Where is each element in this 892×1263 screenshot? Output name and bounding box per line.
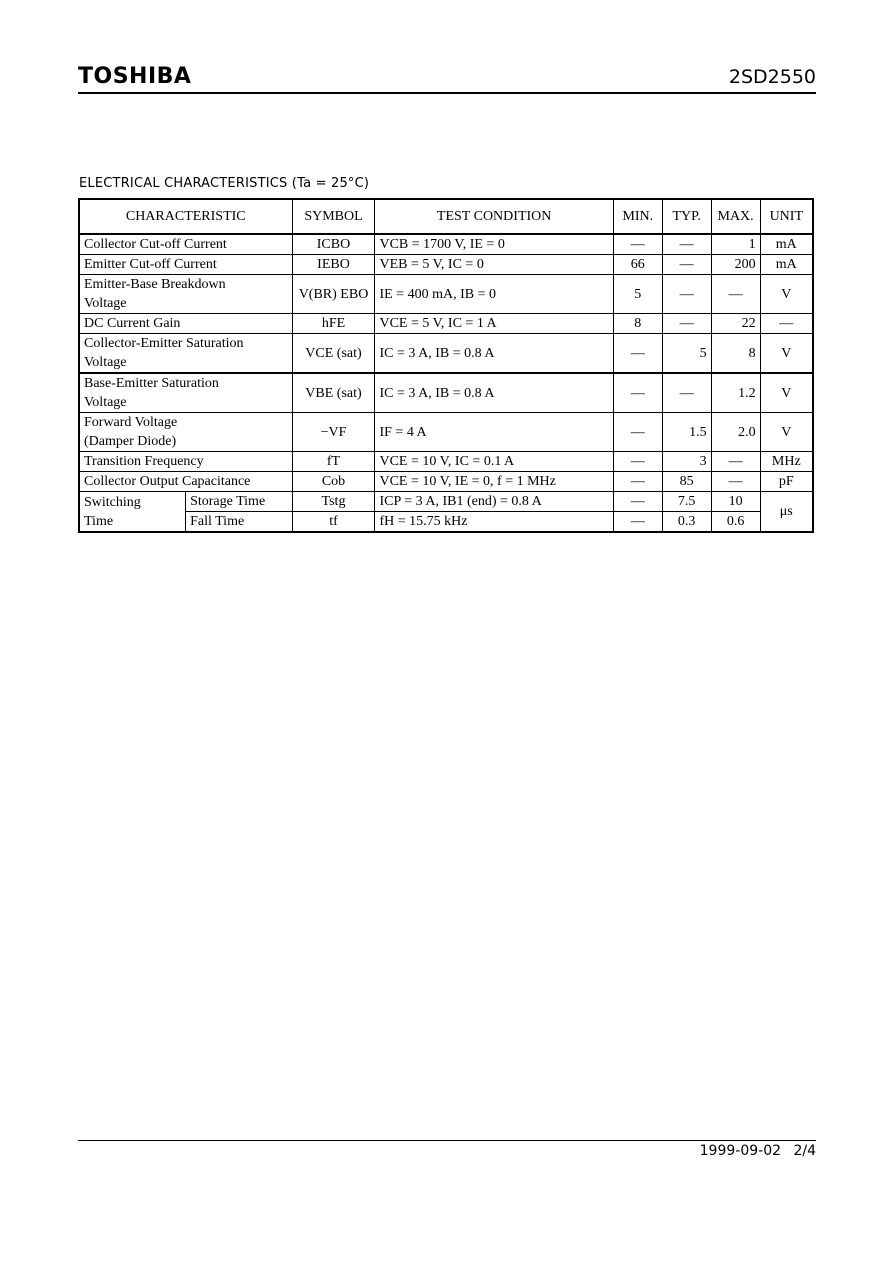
unit-cell: V xyxy=(760,334,813,374)
symbol-cell: fT xyxy=(292,452,375,472)
typ-cell: — xyxy=(662,275,711,314)
typ-cell: — xyxy=(662,234,711,255)
unit-cell: mA xyxy=(760,234,813,255)
min-cell: — xyxy=(613,334,662,374)
table-row xyxy=(79,334,813,374)
footer-text xyxy=(700,1143,816,1159)
typ-cell: 0.3 xyxy=(662,512,711,533)
header-characteristic: CHARACTERISTIC xyxy=(79,199,292,234)
max-cell: 0.6 xyxy=(711,512,760,533)
characteristic-cell: Fall Time xyxy=(186,512,292,533)
min-cell: — xyxy=(613,472,662,492)
characteristic-cell: DC Current Gain xyxy=(79,314,292,334)
condition-cell: IF = 4 A xyxy=(375,413,613,452)
characteristic-line: Emitter-Base Breakdown xyxy=(84,277,226,292)
characteristic-line: Collector-Emitter Saturation xyxy=(84,336,244,351)
characteristic-cell xyxy=(79,373,292,413)
condition-cell: VEB = 5 V, IC = 0 xyxy=(375,255,613,275)
characteristic-cell xyxy=(79,275,292,314)
unit-cell: V xyxy=(760,275,813,314)
characteristic-cell: Collector Output Capacitance xyxy=(79,472,292,492)
condition-cell: IE = 400 mA, IB = 0 xyxy=(375,275,613,314)
max-cell: 2.0 xyxy=(711,413,760,452)
condition-cell: IC = 3 A, IB = 0.8 A xyxy=(375,373,613,413)
electrical-characteristics-table xyxy=(78,198,814,533)
unit-cell: pF xyxy=(760,472,813,492)
min-cell: — xyxy=(613,492,662,512)
condition-cell: IC = 3 A, IB = 0.8 A xyxy=(375,334,613,374)
condition-cell: VCE = 10 V, IE = 0, f = 1 MHz xyxy=(375,472,613,492)
characteristic-line: (Damper Diode) xyxy=(84,434,177,449)
header-min: MIN. xyxy=(613,199,662,234)
typ-cell: 3 xyxy=(662,452,711,472)
page-footer xyxy=(78,1140,816,1159)
unit-cell: MHz xyxy=(760,452,813,472)
max-cell: — xyxy=(711,452,760,472)
min-cell: — xyxy=(613,452,662,472)
min-cell: — xyxy=(613,234,662,255)
characteristic-cell: Emitter Cut-off Current xyxy=(79,255,292,275)
characteristic-line: Forward Voltage xyxy=(84,415,178,430)
page-header xyxy=(78,62,816,94)
table-row xyxy=(79,492,813,512)
min-cell: 8 xyxy=(613,314,662,334)
table-header-row xyxy=(79,199,813,234)
max-cell: 200 xyxy=(711,255,760,275)
characteristic-cell: Storage Time xyxy=(186,492,292,512)
condition-cell: VCB = 1700 V, IE = 0 xyxy=(375,234,613,255)
table-row xyxy=(79,413,813,452)
typ-cell: — xyxy=(662,373,711,413)
table-row xyxy=(79,275,813,314)
header-typ: TYP. xyxy=(662,199,711,234)
characteristic-line: Voltage xyxy=(84,355,127,370)
footer-date: 1999-09-02 xyxy=(699,1143,782,1159)
typ-cell: 7.5 xyxy=(662,492,711,512)
condition-cell: VCE = 10 V, IC = 0.1 A xyxy=(375,452,613,472)
max-cell: 22 xyxy=(711,314,760,334)
unit-cell: V xyxy=(760,373,813,413)
typ-cell: 5 xyxy=(662,334,711,374)
max-cell: 1 xyxy=(711,234,760,255)
table-row xyxy=(79,452,813,472)
part-number: 2SD2550 xyxy=(728,66,816,88)
characteristic-cell: Collector Cut-off Current xyxy=(79,234,292,255)
characteristic-line: Voltage xyxy=(84,296,127,311)
header-test-condition: TEST CONDITION xyxy=(375,199,613,234)
characteristic-cell xyxy=(79,413,292,452)
characteristic-cell xyxy=(79,334,292,374)
header-symbol: SYMBOL xyxy=(292,199,375,234)
condition-cell: ICP = 3 A, IB1 (end) = 0.8 A xyxy=(375,492,613,512)
symbol-cell: −VF xyxy=(292,413,375,452)
symbol-cell: tf xyxy=(292,512,375,533)
symbol-cell: Tstg xyxy=(292,492,375,512)
characteristic-line: Voltage xyxy=(84,395,127,410)
table-row xyxy=(79,255,813,275)
brand-logo: TOSHIBA xyxy=(78,64,192,89)
group-line: Time xyxy=(84,513,114,529)
symbol-cell: ICBO xyxy=(292,234,375,255)
max-cell: 1.2 xyxy=(711,373,760,413)
max-cell: — xyxy=(711,472,760,492)
symbol-cell: VCE (sat) xyxy=(292,334,375,374)
typ-cell: — xyxy=(662,255,711,275)
group-line: Switching xyxy=(84,494,141,510)
unit-cell: V xyxy=(760,413,813,452)
typ-cell: — xyxy=(662,314,711,334)
unit-cell: mA xyxy=(760,255,813,275)
unit-cell: — xyxy=(760,314,813,334)
symbol-cell: V(BR) EBO xyxy=(292,275,375,314)
unit-cell: μs xyxy=(760,492,813,533)
table-row xyxy=(79,373,813,413)
table-row xyxy=(79,472,813,492)
max-cell: — xyxy=(711,275,760,314)
characteristic-cell: Transition Frequency xyxy=(79,452,292,472)
condition-cell: fH = 15.75 kHz xyxy=(375,512,613,533)
min-cell: 5 xyxy=(613,275,662,314)
switching-time-group-cell xyxy=(79,492,186,533)
symbol-cell: IEBO xyxy=(292,255,375,275)
header-unit: UNIT xyxy=(760,199,813,234)
symbol-cell: Cob xyxy=(292,472,375,492)
header-max: MAX. xyxy=(711,199,760,234)
table-row xyxy=(79,234,813,255)
max-cell: 8 xyxy=(711,334,760,374)
min-cell: — xyxy=(613,512,662,533)
characteristic-line: Base-Emitter Saturation xyxy=(84,376,219,391)
min-cell: — xyxy=(613,373,662,413)
symbol-cell: VBE (sat) xyxy=(292,373,375,413)
max-cell: 10 xyxy=(711,492,760,512)
section-title: ELECTRICAL CHARACTERISTICS (Ta = 25°C) xyxy=(79,176,370,191)
table-row xyxy=(79,512,813,533)
condition-cell: VCE = 5 V, IC = 1 A xyxy=(375,314,613,334)
typ-cell: 1.5 xyxy=(662,413,711,452)
min-cell: 66 xyxy=(613,255,662,275)
page-number: 2/4 xyxy=(793,1143,816,1159)
typ-cell: 85 xyxy=(662,472,711,492)
min-cell: — xyxy=(613,413,662,452)
symbol-cell: hFE xyxy=(292,314,375,334)
table-row xyxy=(79,314,813,334)
